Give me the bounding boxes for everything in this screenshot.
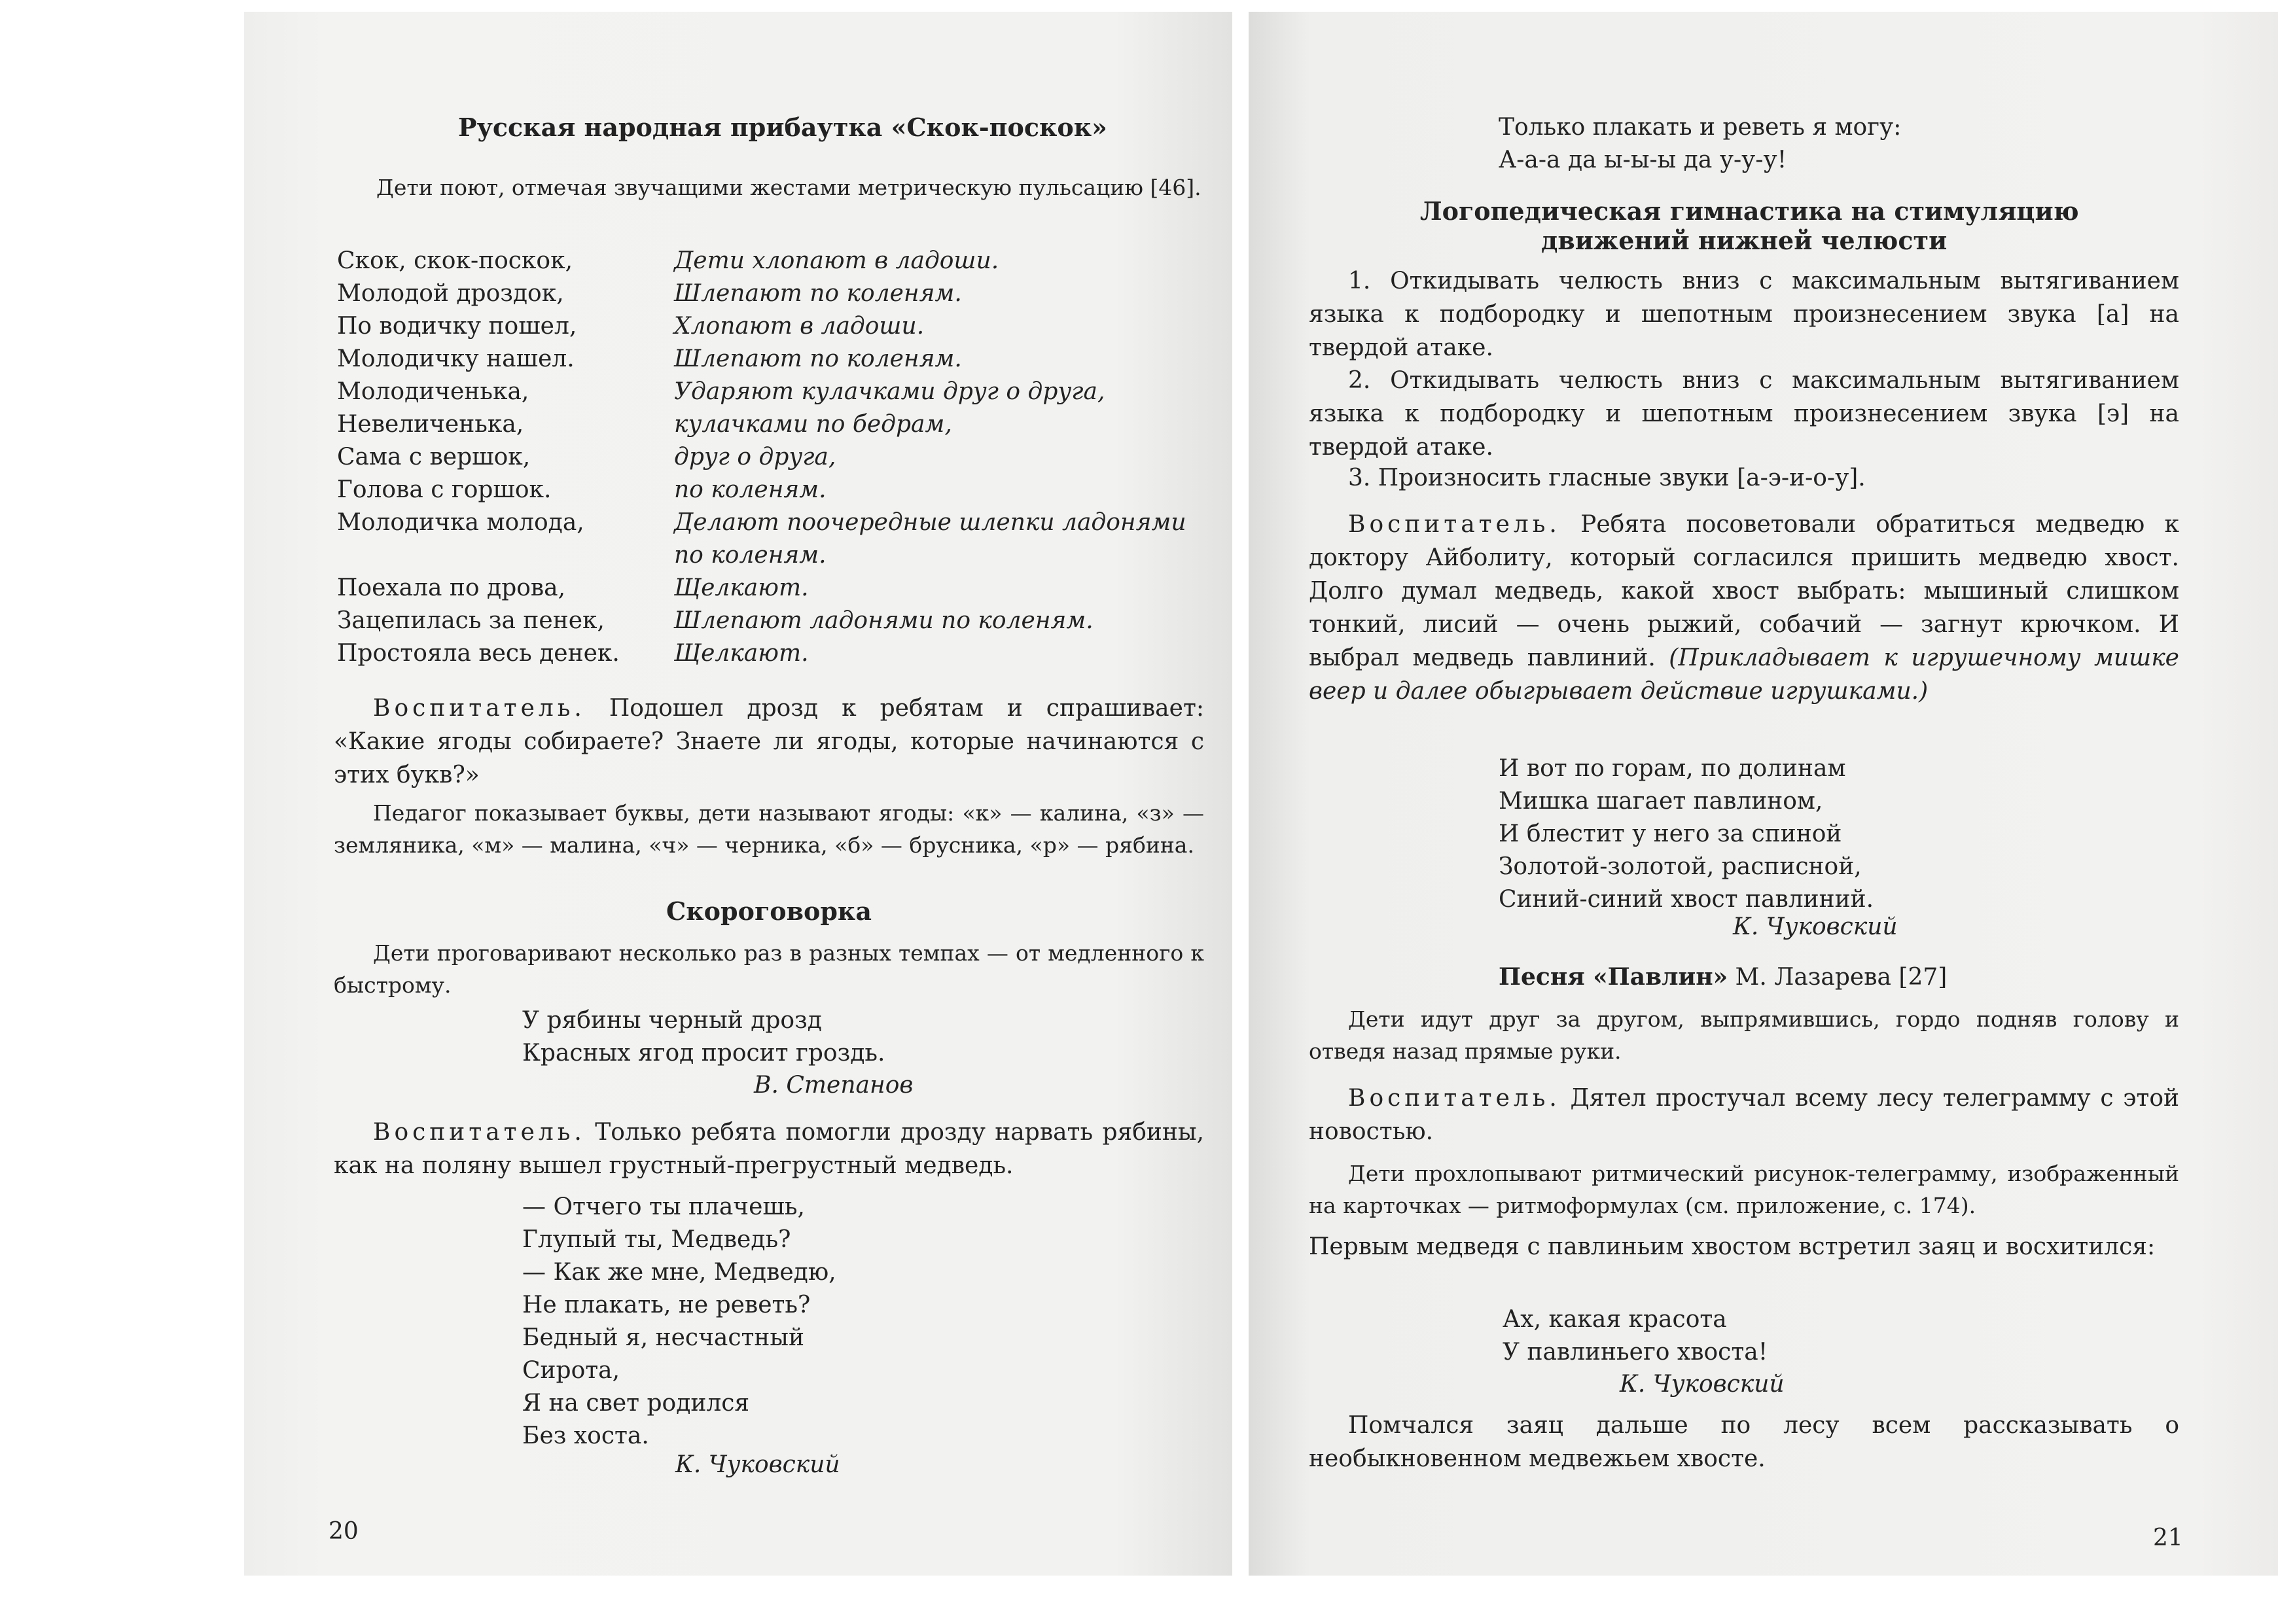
berries-note: Педагог показывает буквы, дети называют ягоды: «к» — калина, «з» — земляника, «м» — малина, «ч» — черника, «б» — брусника, «р» — рябина.	[334, 800, 1204, 858]
song-action: Щелкают.	[674, 640, 809, 667]
poem-line: Без хоста.	[522, 1422, 649, 1449]
poem-line: Сирота,	[522, 1357, 620, 1384]
song-peacock-title	[1499, 961, 1947, 994]
teacher-remark-3	[1309, 508, 2179, 708]
song-description: Дети идут друг за другом, выпрямившись, гордо подняв голову и отведя назад прямые руки.	[1309, 1006, 2179, 1064]
teacher-remark-1	[334, 692, 1204, 792]
left-intro: Дети поют, отмечая звучащими жестами метрическую пульсацию [46].	[376, 175, 1201, 200]
song-action: Шлепают по коленям.	[674, 280, 962, 307]
twister-author: В. Степанов	[754, 1072, 914, 1099]
teacher-text: Дятел простучал всему лесу телеграмму с этой новостью.	[1309, 1085, 2179, 1145]
tongue-twister-intro: Дети проговаривают несколько раз в разных темпах — от медленного к быстрому.	[334, 940, 1204, 998]
song-action: кулачками по бедрам,	[674, 411, 952, 438]
tongue-twister-title: Скороговорка	[666, 896, 872, 926]
gymnastics-title-2: движений нижней челюсти	[1541, 226, 1948, 255]
teacher-text: Подошел дрозд к ребятам и спрашивает: «Какие ягоды собираете? Знаете ли ягоды, которые начинаются с этих букв?»	[334, 695, 1204, 788]
song-line: Зацепилась за пенек,	[337, 607, 605, 634]
poem-line: А-а-а да ы-ы-ы да у-у-у!	[1499, 147, 1787, 173]
song-action: по коленям.	[674, 476, 827, 503]
poem-line: Синий-синий хвост павлиний.	[1499, 886, 1874, 913]
poem-line: — Как же мне, Медведю,	[522, 1259, 836, 1286]
poem-line: Не плакать, не реветь?	[522, 1292, 811, 1318]
song-line: Молодичку нашел.	[337, 345, 575, 372]
song-actions	[674, 245, 1186, 670]
poem-line: Золотой-золотой, расписной,	[1499, 853, 1862, 880]
poem-line: Бедный я, несчастный	[522, 1324, 805, 1351]
song-action: по коленям.	[674, 542, 827, 569]
poem-line: Только плакать и реветь я могу:	[1499, 114, 1902, 141]
poem-line: У павлиньего хвоста!	[1503, 1339, 1768, 1366]
teacher-label: Воспитатель.	[373, 1119, 586, 1146]
poem-line: У рябины черный дрозд	[522, 1007, 822, 1034]
exercise-3: 3. Произносить гласные звуки [а-э-и-о-у].	[1348, 465, 1866, 491]
bear-poem-author: К. Чуковский	[675, 1451, 840, 1478]
book-gutter	[1232, 0, 1249, 1624]
twister-poem	[522, 1004, 885, 1070]
song-title-bold: Песня «Павлин»	[1499, 963, 1728, 991]
final-paragraph: Помчался заяц дальше по лесу всем рассказывать о необыкновенном медвежьем хвосте.	[1309, 1412, 2179, 1472]
song-line: Невеличенька,	[337, 411, 524, 438]
song-line: Поехала по дрова,	[337, 574, 566, 601]
song-line: Сама с вершок,	[337, 444, 531, 470]
song-lines	[337, 245, 620, 670]
song-action: Хлопают в ладоши.	[674, 313, 925, 340]
teacher-stage-note: (Прикладывает к игрушечному мишке веер и далее обыгрывает действие игрушками.)	[1309, 644, 2179, 705]
poem-line: — Отчего ты плачешь,	[522, 1193, 805, 1220]
telegram-note: Дети прохлопывают ритмический рисунок-телеграмму, изображенный на карточках — ритмоформулах (см. приложение, с. 174).	[1309, 1161, 2179, 1218]
bear-poem	[522, 1191, 836, 1453]
poem-line: И блестит у него за спиной	[1499, 821, 1842, 847]
teacher-remark-2	[334, 1116, 1204, 1182]
peacock-poem-author: К. Чуковский	[1733, 913, 1898, 940]
poem-line: Красных ягод просит гроздь.	[522, 1040, 885, 1067]
peacock-poem	[1499, 752, 1874, 916]
teacher-label: Воспитатель.	[373, 695, 586, 722]
teacher-text: Ребята посоветовали обратиться медведю к доктору Айболиту, который согласился пришить медведю хвост. Долго думал медведь, какой хвост выбрать: мышиный слишком тонкий, лисий — очень рыжий, собачий — загнут крючком. И выбрал медведь павлиний.	[1309, 511, 2179, 671]
exercise-2: 2. Откидывать челюсть вниз с максимальным вытягиванием языка к подбородку и шепотным произнесением звука [э] на твердой атаке.	[1309, 367, 2179, 461]
song-action: Шлепают ладонями по коленям.	[674, 607, 1094, 634]
song-line: Простояла весь денек.	[337, 640, 620, 667]
exercise-1: 1. Откидывать челюсть вниз с максимальным вытягиванием языка к подбородку и шепотным произнесением звука [а] на твердой атаке.	[1309, 268, 2179, 361]
page-number-left: 20	[329, 1518, 359, 1545]
bear-poem-continued	[1499, 111, 1901, 177]
teacher-remark-4	[1309, 1082, 2179, 1148]
poem-line: Ах, какая красота	[1503, 1306, 1727, 1333]
page-number-right: 21	[2153, 1525, 2183, 1551]
teacher-label: Воспитатель.	[1348, 1085, 1561, 1112]
poem-line: Глупый ты, Медведь?	[522, 1226, 791, 1253]
hare-poem	[1503, 1303, 1768, 1369]
song-line: Голова с горшок.	[337, 476, 552, 503]
teacher-label: Воспитатель.	[1348, 511, 1561, 538]
song-action: Щелкают.	[674, 574, 809, 601]
song-action: Делают поочередные шлепки ладонями	[674, 509, 1186, 536]
hare-paragraph: Первым медведя с павлиньим хвостом встретил заяц и восхитился:	[1309, 1233, 2156, 1260]
song-action: Дети хлопают в ладоши.	[674, 247, 999, 274]
song-line: Молодой дроздок,	[337, 280, 564, 307]
song-action: Шлепают по коленям.	[674, 345, 962, 372]
poem-line: Я на свет родился	[522, 1390, 750, 1417]
song-line: Молодичка молода,	[337, 509, 584, 536]
gymnastics-title-1: Логопедическая гимнастика на стимуляцию	[1420, 196, 2079, 226]
song-line	[337, 539, 620, 572]
song-action: Ударяют кулачками друг о друга,	[674, 378, 1105, 405]
poem-line: И вот по горам, по долинам	[1499, 755, 1846, 782]
song-line: Скок, скок-поскок,	[337, 247, 573, 274]
left-title: Русская народная прибаутка «Скок-поскок»	[458, 113, 1107, 142]
song-action: друг о друга,	[674, 444, 836, 470]
song-title-rest: М. Лазарева [27]	[1735, 964, 1948, 991]
teacher-text: Только ребята помогли дрозду нарвать рябины, как на поляну вышел грустный-прегрустный медведь.	[334, 1119, 1204, 1179]
hare-poem-author: К. Чуковский	[1620, 1371, 1785, 1398]
poem-line: Мишка шагает павлином,	[1499, 788, 1823, 815]
song-line: По водичку пошел,	[337, 313, 577, 340]
song-line: Молодиченька,	[337, 378, 529, 405]
